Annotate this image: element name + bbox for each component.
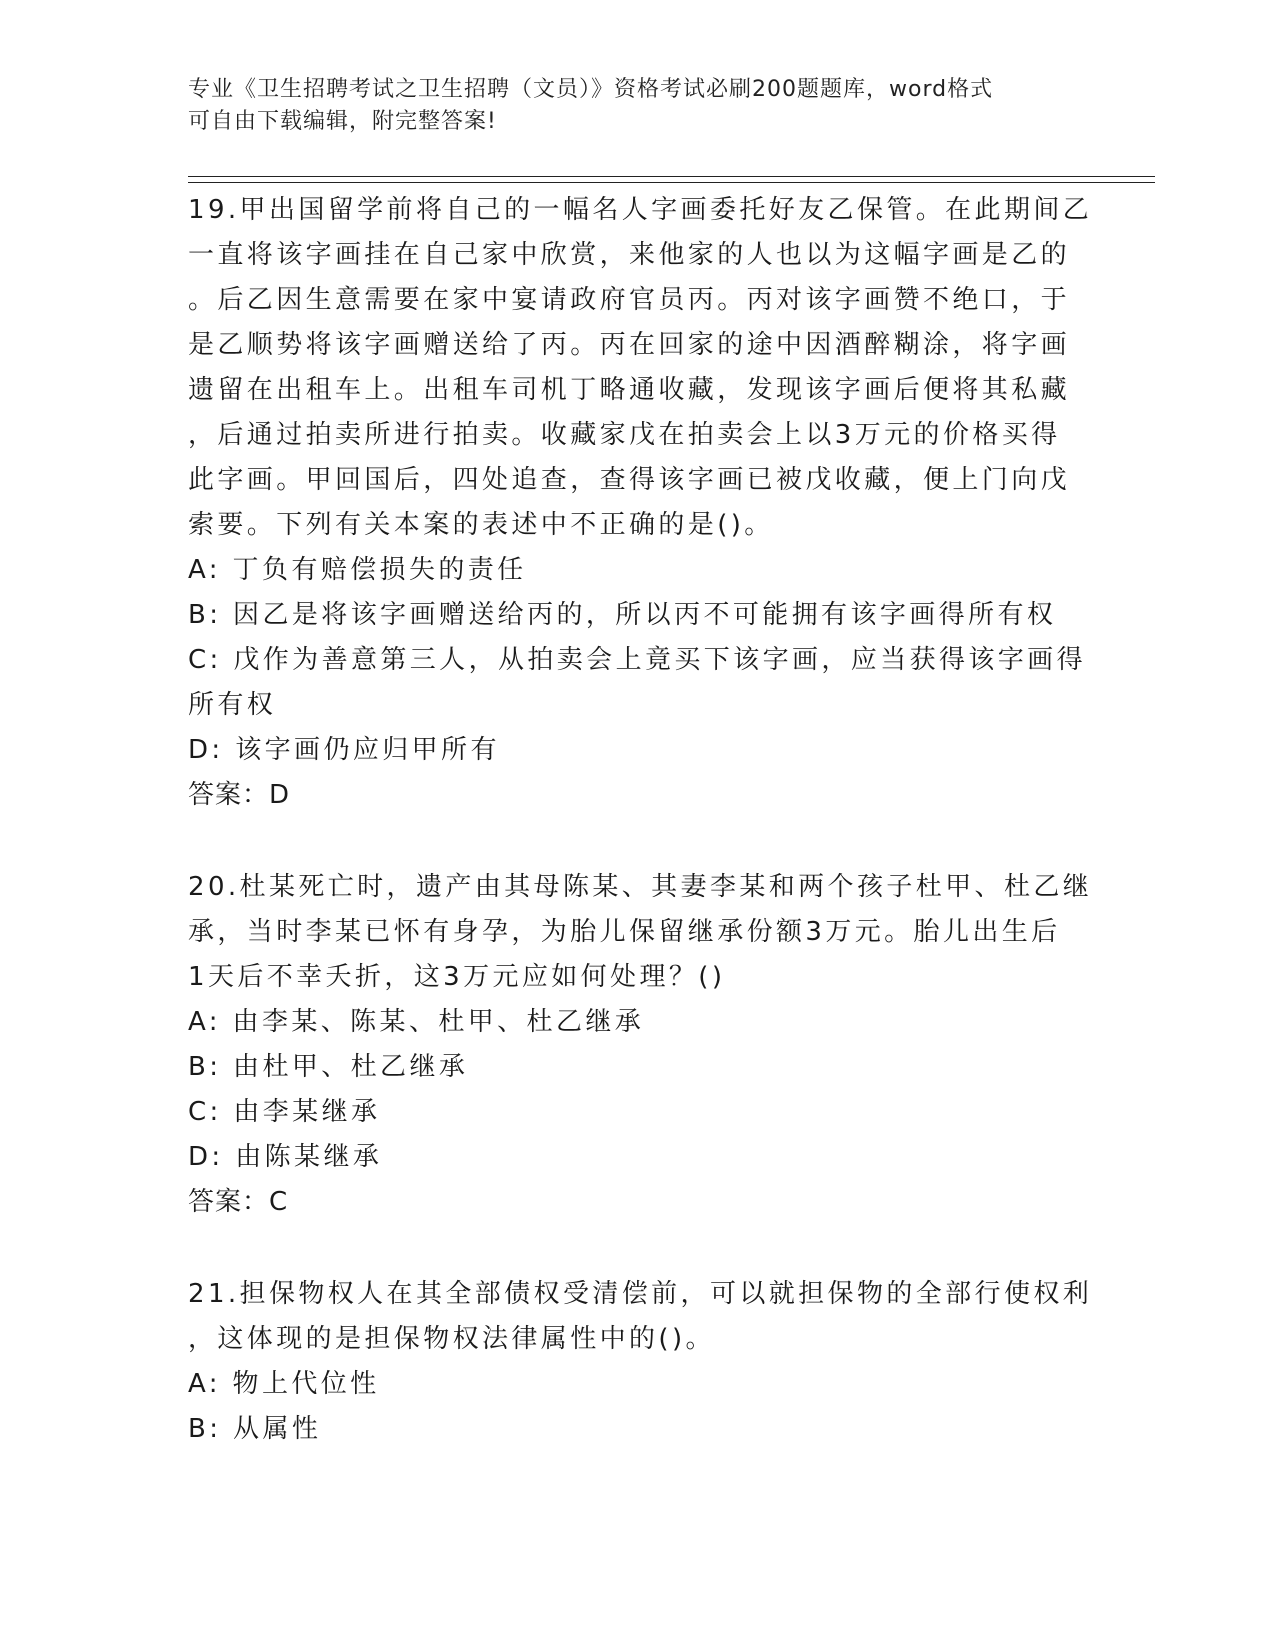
question-stem-line: 承，当时李某已怀有身孕，为胎儿保留继承份额3万元。胎儿出生后 — [188, 917, 1061, 947]
option-b: B: 从属性 — [188, 1414, 322, 1444]
header-line-2: 可自由下载编辑，附完整答案! — [188, 109, 497, 134]
answer: 答案：C — [188, 1187, 289, 1217]
question-stem-line: 是乙顺势将该字画赠送给了丙。丙在回家的途中因酒醉糊涂，将字画 — [188, 330, 1071, 360]
header-divider-bottom — [188, 182, 1155, 183]
option-c: C: 由李某继承 — [188, 1097, 381, 1127]
question-21 — [188, 1272, 1093, 1452]
question-stem-line: ，这体现的是担保物权法律属性中的()。 — [188, 1324, 715, 1354]
option-c-continued: 所有权 — [188, 690, 277, 720]
answer: 答案：D — [188, 780, 291, 810]
header-line-1: 专业《卫生招聘考试之卫生招聘（文员）》资格考试必刷200题题库，word格式 — [188, 77, 994, 102]
header-divider-top — [188, 176, 1155, 177]
question-stem-line: 1天后不幸夭折，这3万元应如何处理？() — [188, 962, 726, 992]
option-b: B: 由杜甲、杜乙继承 — [188, 1052, 469, 1082]
question-stem-line: 21.担保物权人在其全部债权受清偿前，可以就担保物的全部行使权利 — [188, 1279, 1093, 1309]
option-a: A: 由李某、陈某、杜甲、杜乙继承 — [188, 1007, 645, 1037]
option-d: D: 由陈某继承 — [188, 1142, 383, 1172]
document-header — [188, 74, 1088, 138]
question-stem-line: ，后通过拍卖所进行拍卖。收藏家戊在拍卖会上以3万元的价格买得 — [188, 420, 1061, 450]
spacer — [188, 818, 1093, 865]
option-a: A: 物上代位性 — [188, 1369, 380, 1399]
question-20 — [188, 865, 1093, 1225]
option-b: B: 因乙是将该字画赠送给丙的，所以丙不可能拥有该字画得所有权 — [188, 600, 1057, 630]
question-stem-line: 遗留在出租车上。出租车司机丁略通收藏，发现该字画后便将其私藏 — [188, 375, 1071, 405]
spacer — [188, 1225, 1093, 1272]
question-stem-line: 20.杜某死亡时，遗产由其母陈某、其妻李某和两个孩子杜甲、杜乙继 — [188, 872, 1093, 902]
option-c: C: 戊作为善意第三人，从拍卖会上竟买下该字画，应当获得该字画得 — [188, 645, 1086, 675]
question-list — [188, 188, 1093, 1452]
question-stem-line: 索要。下列有关本案的表述中不正确的是()。 — [188, 510, 774, 540]
question-19 — [188, 188, 1093, 818]
question-stem-line: 一直将该字画挂在自己家中欣赏，来他家的人也以为这幅字画是乙的 — [188, 240, 1071, 270]
question-stem-line: 。后乙因生意需要在家中宴请政府官员丙。丙对该字画赞不绝口，于 — [188, 285, 1071, 315]
option-d: D: 该字画仍应归甲所有 — [188, 735, 500, 765]
question-stem-line: 此字画。甲回国后，四处追查，查得该字画已被戊收藏，便上门向戊 — [188, 465, 1071, 495]
option-a: A: 丁负有赔偿损失的责任 — [188, 555, 527, 585]
question-stem-line: 19.甲出国留学前将自己的一幅名人字画委托好友乙保管。在此期间乙 — [188, 195, 1093, 225]
